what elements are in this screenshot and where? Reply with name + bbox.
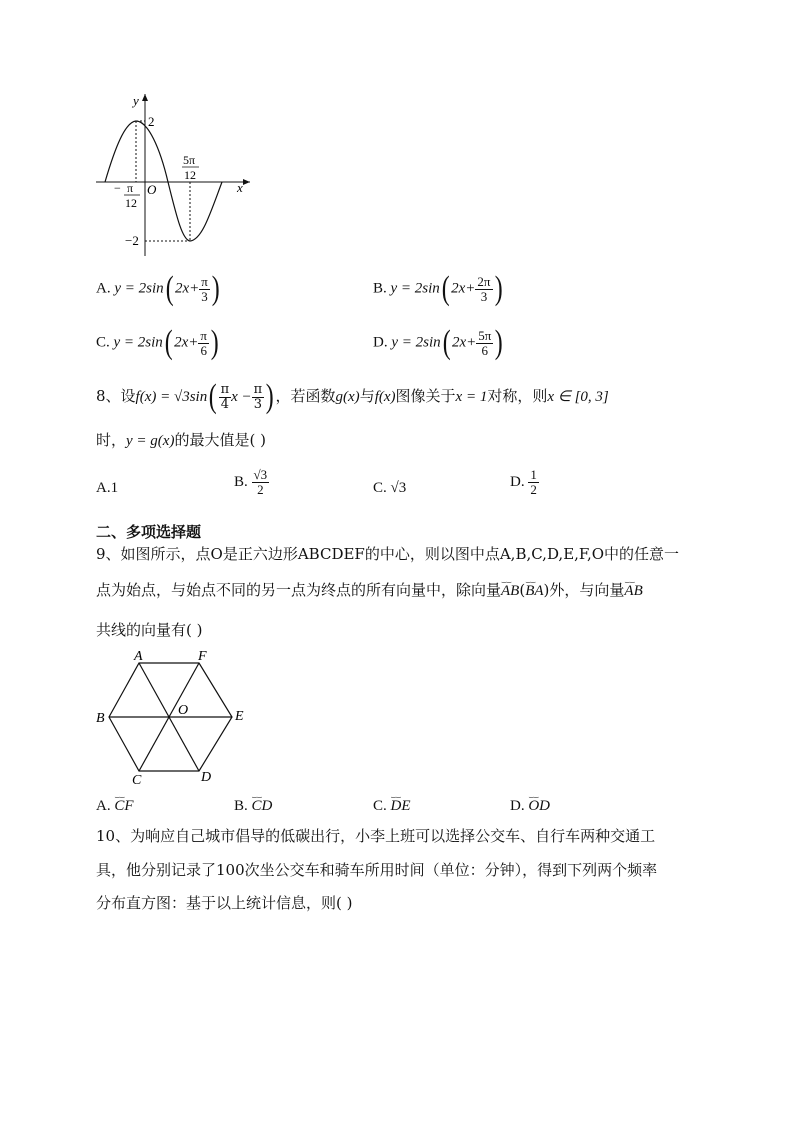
q10-line1: 10、为响应自己城市倡导的低碳出行，小李上班可以选择公交车、自行车两种交通工 [96, 827, 656, 845]
tick-right-den: 12 [184, 168, 196, 182]
y-axis-label: y [133, 93, 139, 108]
min-label: −2 [125, 233, 139, 248]
q8-line1: 8、设f(x) = √3sin( $\frac{\pi}{4}$ x − $\frac{\pi}{3}$ ) ，若函数g(x)与f(x)图像关于x = 1对称，则x ∈ [0, 3] [96, 378, 609, 415]
tick-left-minus: − [114, 181, 121, 195]
label-d: D [201, 770, 212, 785]
q9-option-b[interactable]: B. ⌣⌣ CD [234, 796, 272, 816]
q10-line3: 分布直方图：基于以上统计信息，则( ) [96, 894, 353, 912]
tick-left-num: π [127, 181, 134, 195]
graph-axes [96, 94, 250, 256]
hexagon-figure [92, 644, 252, 789]
sine-graph [90, 88, 260, 263]
q9-line3: 共线的向量有( ) [96, 621, 203, 639]
max-label: 2 [148, 114, 155, 129]
q9-option-c[interactable]: C. ⌣⌣ DE [373, 796, 411, 816]
label-o: O [178, 703, 189, 718]
q10-line2: 具，他分别记录了100次坐公交车和骑车所用时间（单位：分钟），得到下列两个频率 [96, 861, 658, 879]
x-axis-label: x [237, 180, 243, 195]
q8-option-a[interactable]: A.1 [96, 480, 119, 496]
label-b: B [96, 711, 105, 726]
sine-curve [105, 121, 222, 241]
origin-label: O [147, 182, 157, 197]
q8-line2: 时，y = g(x)的最大值是( ) [96, 431, 266, 449]
tick-left-den: 12 [125, 196, 137, 210]
q8-option-d[interactable]: D. $\frac{1}{2}$ [510, 467, 537, 497]
q7-option-d[interactable]: D. y = 2sin( 2x+ $\frac{5\pi}{6}$ ) [373, 324, 503, 361]
section-title: 二、多项选择题 [96, 523, 202, 541]
q7-option-a[interactable]: A. y = 2sin( 2x+ $\frac{\pi}{3}$ ) [96, 270, 220, 307]
q9-option-d[interactable]: D. ⌣⌣ OD [510, 796, 550, 816]
q8-option-c[interactable]: C. √3 [373, 480, 407, 496]
q8-option-b[interactable]: B. $\frac{√3}{2}$ [234, 467, 268, 497]
q9-line1: 9、如图所示，点O是正六边形ABCDEF的中心，则以图中点A,B,C,D,E,F,O中的任意一 [96, 545, 680, 563]
q9-option-a[interactable]: A. ⌣⌣ CF [96, 796, 134, 816]
label-e: E [235, 709, 244, 724]
q7-option-b[interactable]: B. y = 2sin( 2x+ $\frac{2\pi}{3}$ ) [373, 270, 503, 307]
q7-option-c[interactable]: C. y = 2sin( 2x+ $\frac{\pi}{6}$ ) [96, 324, 219, 361]
label-a: A [134, 649, 143, 664]
tick-right-num: 5π [183, 153, 196, 167]
label-c: C [132, 773, 142, 788]
label-f: F [198, 649, 207, 664]
q9-line2: 点为始点，与始点不同的另一点为终点的所有向量中，除向量⌣⌣ AB(⌣⌣ BA)外，与向量⌣⌣ AB [96, 580, 643, 601]
